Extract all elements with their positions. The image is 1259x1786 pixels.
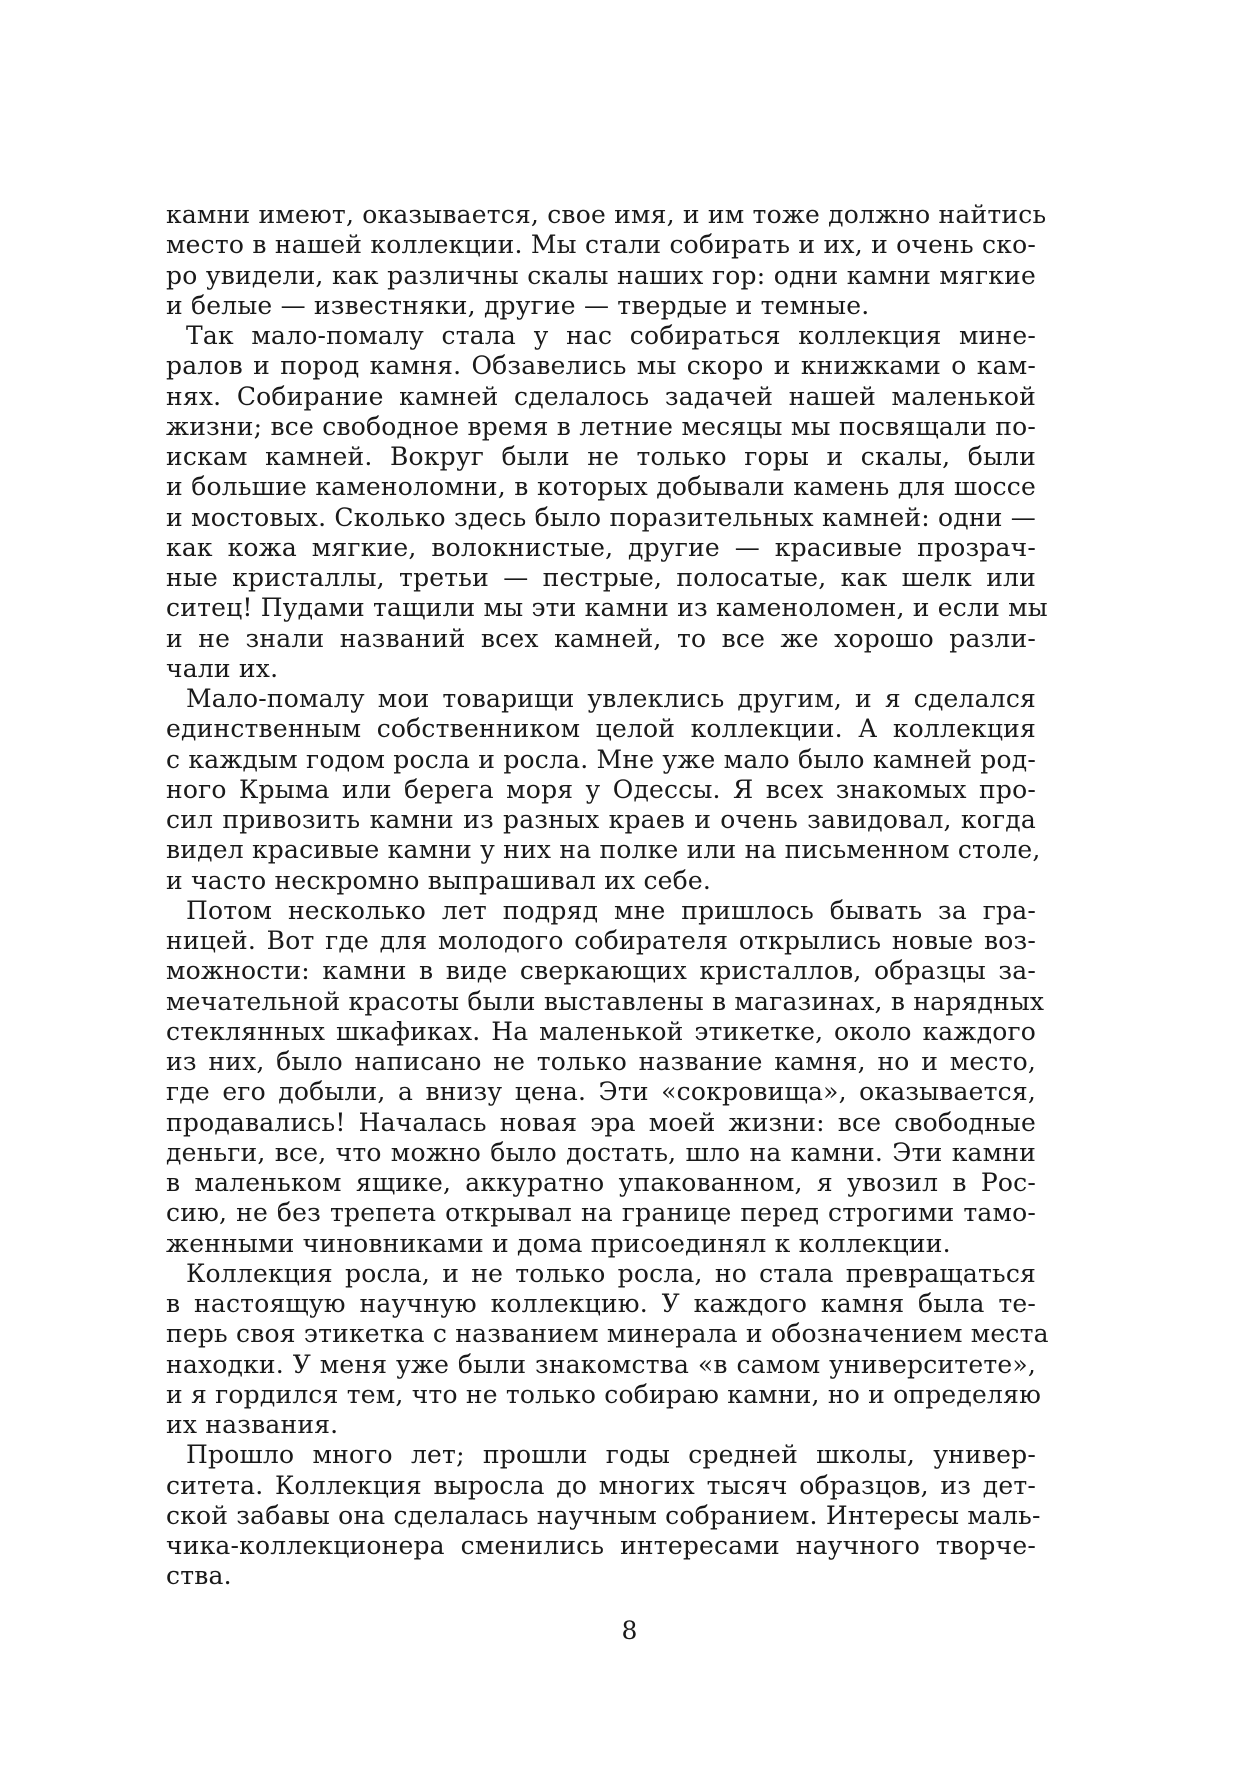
text-line: как кожа мягкие, волокнистые, другие — красивые прозрач- (166, 532, 1036, 562)
text-line: Потом несколько лет подряд мне пришлось бывать за гра- (186, 895, 1036, 925)
text-line: перь своя этикетка с названием минерала и обозначением места (166, 1319, 1049, 1349)
text-line: Прошло много лет; прошли годы средней школы, универ- (186, 1440, 1036, 1470)
text-line: в настоящую научную коллекцию. У каждого камня была те- (166, 1289, 1036, 1318)
text-line: и я гордился тем, что не только собираю камни, но и определяю (166, 1379, 1042, 1409)
page-number: 8 (621, 1616, 638, 1645)
text-line: сил привозить камни из разных краев и очень завидовал, когда (166, 805, 1036, 834)
text-line: можности: камни в виде сверкающих кристаллов, образцы за- (166, 956, 1036, 986)
paragraph (166, 1258, 1049, 1441)
text-line: ства. (166, 1561, 232, 1591)
text-line: камни имеют, оказывается, свое имя, и им тоже должно найтись (166, 200, 1047, 229)
text-line: и не знали названий всех камней, то все же хорошо разли- (166, 623, 1036, 653)
text-line: с каждым годом росла и росла. Мне уже мало было камней род- (166, 744, 1036, 774)
text-line: Мало-помалу мои товарищи увлеклись другим, и я сделался (186, 684, 1036, 713)
text-line: место в нашей коллекции. Мы стали собирать и их, и очень ско- (166, 230, 1036, 260)
text-line: и мостовых. Сколько здесь было поразительных камней: одни — (166, 502, 1036, 532)
text-line: видел красивые камни у них на полке или на письменном столе, (166, 835, 1041, 865)
text-line: продавались! Началась новая эра моей жизни: все свободные (166, 1107, 1036, 1137)
text-line: ные кристаллы, третьи — пестрые, полосатые, как шелк или (166, 563, 1036, 592)
text-line: из них, было написано не только название камня, но и место, (166, 1047, 1036, 1076)
text-line: ного Крыма или берега моря у Одессы. Я всех знакомых про- (166, 774, 1036, 804)
text-line: искам камней. Вокруг были не только горы и скалы, были (166, 442, 1036, 471)
paragraph (166, 684, 1041, 896)
text-line: ской забавы она сделалась научным собранием. Интересы маль- (166, 1500, 1041, 1530)
text-line: чика-коллекционера сменились интересами научного творче- (166, 1531, 1036, 1560)
text-line: и часто нескромно выпрашивал их себе. (166, 865, 712, 895)
paragraph (166, 1440, 1041, 1591)
paragraph (166, 200, 1047, 321)
text-line: находки. У меня уже были знакомства «в самом университете», (166, 1349, 1036, 1379)
text-line: ницей. Вот где для молодого собирателя открылись новые воз- (166, 926, 1036, 955)
text-line: Коллекция росла, и не только росла, но стала превращаться (186, 1258, 1036, 1288)
text-line: где его добыли, а внизу цена. Эти «сокровища», оказывается, (166, 1077, 1036, 1107)
text-line: ралов и пород камня. Обзавелись мы скоро и книжками о кам- (166, 351, 1036, 381)
text-line: чали их. (166, 653, 279, 683)
text-line: ситец! Пудами тащили мы эти камни из каменоломен, и если мы (166, 593, 1048, 623)
body-text (166, 200, 1049, 1592)
text-line: единственным собственником целой коллекции. А коллекция (166, 714, 1036, 744)
text-line: и белые — известняки, другие — твердые и темные. (166, 290, 870, 320)
text-line: деньги, все, что можно было достать, шло на камни. Эти камни (166, 1137, 1036, 1167)
text-line: сию, не без трепета открывал на границе перед строгими тамо- (166, 1198, 1036, 1228)
text-line: жизни; все свободное время в летние месяцы мы посвящали по- (166, 411, 1036, 441)
text-line: и большие каменоломни, в которых добывали камень для шоссе (166, 472, 1036, 502)
text-line: нях. Собирание камней сделалось задачей нашей маленькой (166, 381, 1036, 411)
text-line: женными чиновниками и дома присоединял к коллекции. (166, 1228, 951, 1258)
text-line: Так мало-помалу стала у нас собираться коллекция мине- (186, 321, 1036, 350)
text-line: их названия. (166, 1410, 339, 1439)
text-line: в маленьком ящике, аккуратно упакованном, я увозил в Рос- (166, 1168, 1036, 1197)
paragraph (166, 895, 1045, 1259)
text-line: мечательной красоты были выставлены в магазинах, в нарядных (166, 986, 1045, 1016)
text-line: стеклянных шкафиках. На маленькой этикетке, около каждого (166, 1016, 1036, 1046)
text-line: ро увидели, как различны скалы наших гор: одни камни мягкие (166, 260, 1036, 290)
text-line: ситета. Коллекция выросла до многих тысяч образцов, из дет- (166, 1470, 1036, 1500)
paragraph (166, 321, 1048, 684)
